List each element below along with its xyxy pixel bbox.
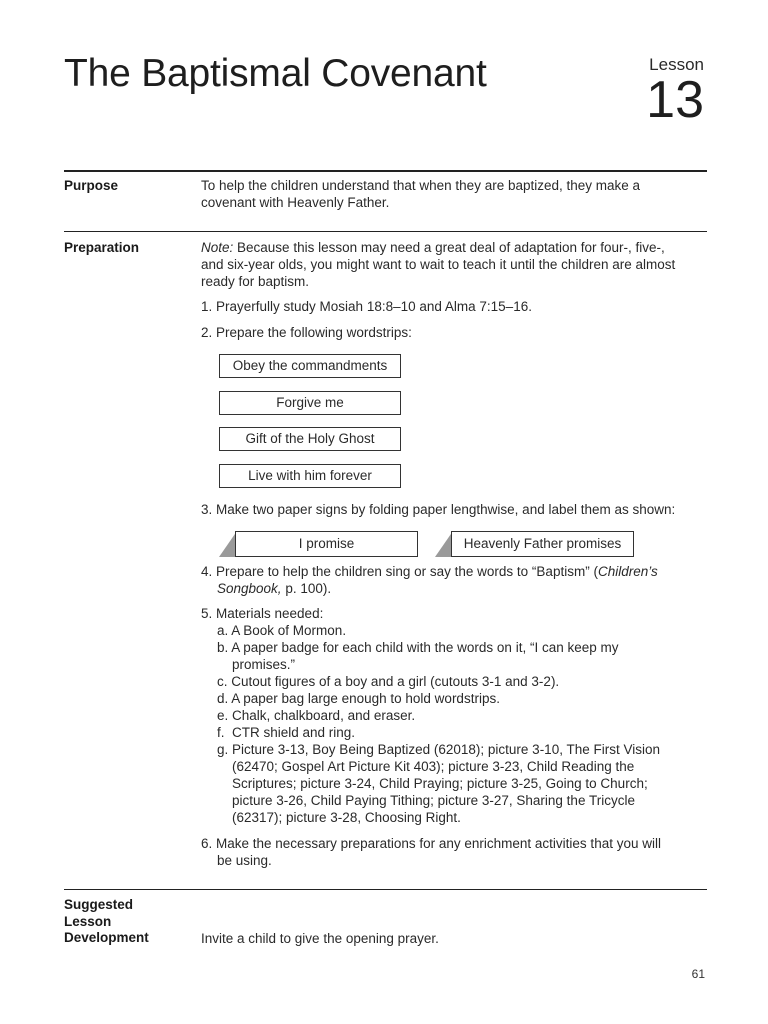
- prep-item-5: [201, 605, 709, 826]
- preparation-note: [201, 239, 709, 290]
- section-divider: [64, 889, 707, 890]
- prep-item-1: 1. Prayerfully study Mosiah 18:8–10 and Alma 7:15–16.: [201, 299, 532, 314]
- wordstrip: Live with him forever: [219, 464, 401, 488]
- purpose-text: [201, 177, 709, 211]
- development-text: Invite a child to give the opening prayer.: [201, 931, 439, 946]
- page-title: The Baptismal Covenant: [64, 52, 487, 95]
- list-item-continued: promises.”: [232, 657, 296, 672]
- header-rule: [64, 170, 707, 172]
- prep-item-2: 2. Prepare the following wordstrips:: [201, 325, 412, 340]
- list-item: b. A paper badge for each child with the words on it, “I can keep my: [217, 640, 619, 655]
- wordstrip: Obey the commandments: [219, 354, 401, 378]
- wordstrip: Gift of the Holy Ghost: [219, 427, 401, 451]
- note-label: Note:: [201, 240, 234, 255]
- preparation-label: Preparation: [64, 240, 140, 255]
- purpose-line: To help the children understand that when they are baptized, they make a: [201, 178, 641, 193]
- note-line: ready for baptism.: [201, 274, 310, 289]
- list-item-continued: picture 3-26, Child Paying Tithing; picture 3-27, Sharing the Tricycle: [232, 793, 635, 808]
- list-item-continued: (62470; Gospel Art Picture Kit 403); picture 3-23, Child Reading the: [232, 759, 635, 774]
- materials-heading: 5. Materials needed:: [201, 606, 324, 621]
- list-item: e. Chalk, chalkboard, and eraser.: [217, 708, 416, 723]
- purpose-label: Purpose: [64, 178, 119, 193]
- section-divider: [64, 231, 707, 232]
- page-number: 61: [691, 967, 705, 981]
- list-item: a. A Book of Mormon.: [217, 623, 347, 638]
- list-item-continued: Scriptures; picture 3-24, Child Praying; picture 3-25, Going to Church;: [232, 776, 648, 791]
- list-item: c. Cutout figures of a boy and a girl (cutouts 3-1 and 3-2).: [217, 674, 560, 689]
- prep-item-6: 6. Make the necessary preparations for any enrichment activities that you will be using.: [201, 836, 661, 868]
- sign-label: I promise: [235, 531, 418, 557]
- list-item: d. A paper bag large enough to hold wordstrips.: [217, 691, 500, 706]
- list-item: g. Picture 3-13, Boy Being Baptized (62018); picture 3-10, The First Vision: [217, 742, 660, 757]
- development-label: Suggested Lesson Development: [64, 897, 149, 945]
- list-item: f. CTR shield and ring.: [217, 725, 356, 740]
- lesson-number: 13: [646, 71, 704, 129]
- list-item-continued: (62317); picture 3-28, Choosing Right.: [232, 810, 461, 825]
- prep-item-3: 3. Make two paper signs by folding paper lengthwise, and label them as shown:: [201, 502, 676, 517]
- materials-list: [201, 622, 709, 826]
- note-line: and six-year olds, you might want to wait to teach it until the children are almost: [201, 257, 676, 272]
- note-line: Note: Because this lesson may need a great deal of adaptation for four-, five-,: [201, 240, 665, 255]
- sign-label: Heavenly Father promises: [451, 531, 634, 557]
- paper-sign: [435, 531, 635, 557]
- prep-item-4: 4. Prepare to help the children sing or say the words to “Baptism” (Children’s Songbook, p. 100).: [201, 564, 658, 596]
- lesson-label: Lesson: [649, 55, 704, 74]
- purpose-line: covenant with Heavenly Father.: [201, 195, 390, 210]
- wordstrip: Forgive me: [219, 391, 401, 415]
- paper-sign: [219, 531, 419, 557]
